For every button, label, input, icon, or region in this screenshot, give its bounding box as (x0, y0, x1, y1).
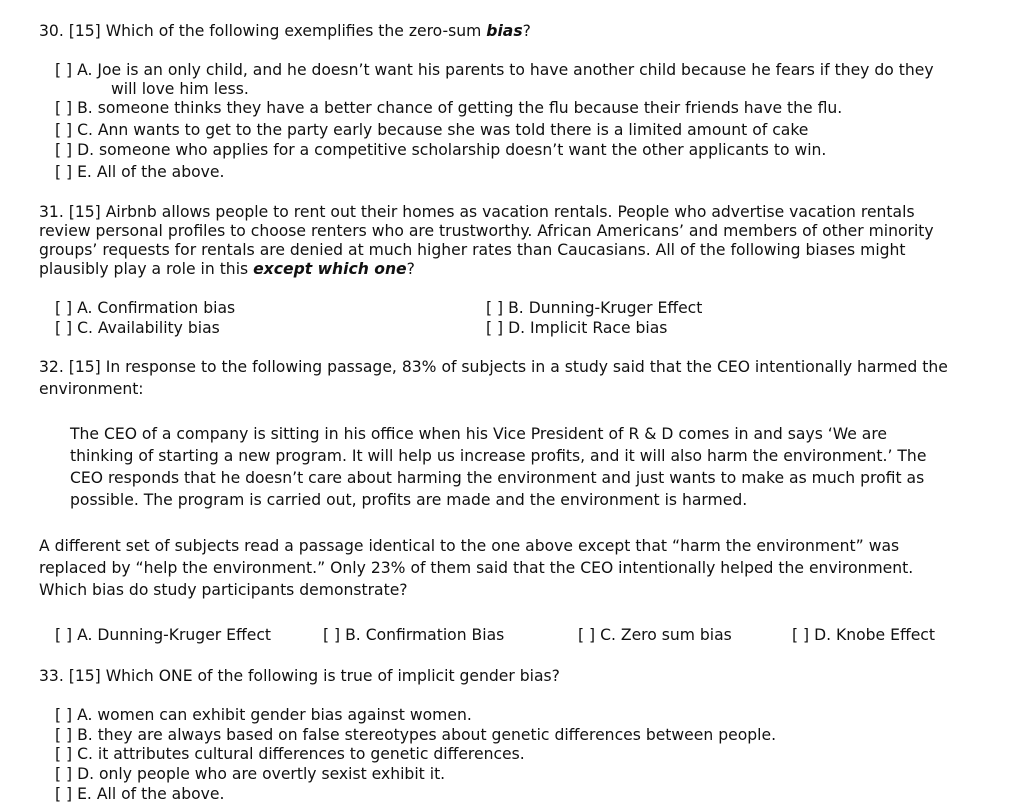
passage-line-1: The CEO of a company is sitting in his office when his Vice President of R & D comes in and says ‘We are (70, 425, 888, 443)
passage-line-3: CEO responds that he doesn’t care about harming the environment and just wants to make as much profit as (70, 469, 925, 487)
q30-option-a-continued: will love him less. (111, 80, 249, 98)
q30-option-d[interactable]: [ ] D. someone who applies for a competitive scholarship doesn’t want the other applicants to win. (55, 141, 827, 159)
q32-option-a[interactable]: [ ] A. Dunning-Kruger Effect (55, 626, 272, 644)
q32-option-b[interactable]: [ ] B. Confirmation Bias (323, 626, 505, 644)
q30-option-b[interactable]: [ ] B. someone thinks they have a better chance of getting the flu because their friends have the flu. (55, 99, 843, 117)
q33-option-b[interactable]: [ ] B. they are always based on false stereotypes about genetic differences between people. (55, 726, 777, 744)
emphasis-bias: bias (486, 22, 523, 40)
question-32-line-1: 32. [15] In response to the following passage, 83% of subjects in a study said that the CEO intentionally harmed the (39, 358, 948, 376)
question-30-heading: 30. [15] Which of the following exemplifies the zero-sum bias? (39, 22, 531, 40)
q30-option-e[interactable]: [ ] E. All of the above. (55, 163, 225, 181)
passage-line-4: possible. The program is carried out, profits are made and the environment is harmed. (70, 491, 748, 509)
q33-option-d[interactable]: [ ] D. only people who are overtly sexist exhibit it. (55, 765, 446, 783)
q31-option-b[interactable]: [ ] B. Dunning-Kruger Effect (486, 299, 703, 317)
question-31-line-1: 31. [15] Airbnb allows people to rent out their homes as vacation rentals. People who advertise vacation rentals (39, 203, 915, 221)
question-31-line-2: review personal profiles to choose renters who are trustworthy. African Americans’ and members of other minority (39, 222, 934, 240)
question-31-line-3: groups’ requests for rentals are denied at much higher rates than Caucasians. All of the following biases might (39, 241, 906, 259)
q31-option-c[interactable]: [ ] C. Availability bias (55, 319, 220, 337)
q33-option-c[interactable]: [ ] C. it attributes cultural differences to genetic differences. (55, 745, 525, 763)
q31-option-d[interactable]: [ ] D. Implicit Race bias (486, 319, 668, 337)
question-32-line-2: environment: (39, 380, 144, 398)
q30-option-a[interactable]: [ ] A. Joe is an only child, and he doesn’t want his parents to have another child because he fears if they do they (55, 61, 934, 79)
passage-line-2: thinking of starting a new program. It will help us increase profits, and it will also harm the environment.’ The (70, 447, 927, 465)
q32-option-d[interactable]: [ ] D. Knobe Effect (792, 626, 935, 644)
q32-option-c[interactable]: [ ] C. Zero sum bias (578, 626, 732, 644)
q30-option-c[interactable]: [ ] C. Ann wants to get to the party early because she was told there is a limited amount of cake (55, 121, 809, 139)
emphasis-except-which-one: except which one (253, 260, 407, 278)
followup-line-2: replaced by “help the environment.” Only 23% of them said that the CEO intentionally helped the environment. (39, 559, 914, 577)
question-31-line-4: plausibly play a role in this except which one? (39, 260, 415, 278)
question-33-heading: 33. [15] Which ONE of the following is true of implicit gender bias? (39, 667, 560, 685)
q31-option-a[interactable]: [ ] A. Confirmation bias (55, 299, 236, 317)
followup-line-3: Which bias do study participants demonstrate? (39, 581, 408, 599)
q33-option-a[interactable]: [ ] A. women can exhibit gender bias against women. (55, 706, 472, 724)
followup-line-1: A different set of subjects read a passage identical to the one above except that “harm the environment” was (39, 537, 900, 555)
q33-option-e[interactable]: [ ] E. All of the above. (55, 785, 225, 803)
